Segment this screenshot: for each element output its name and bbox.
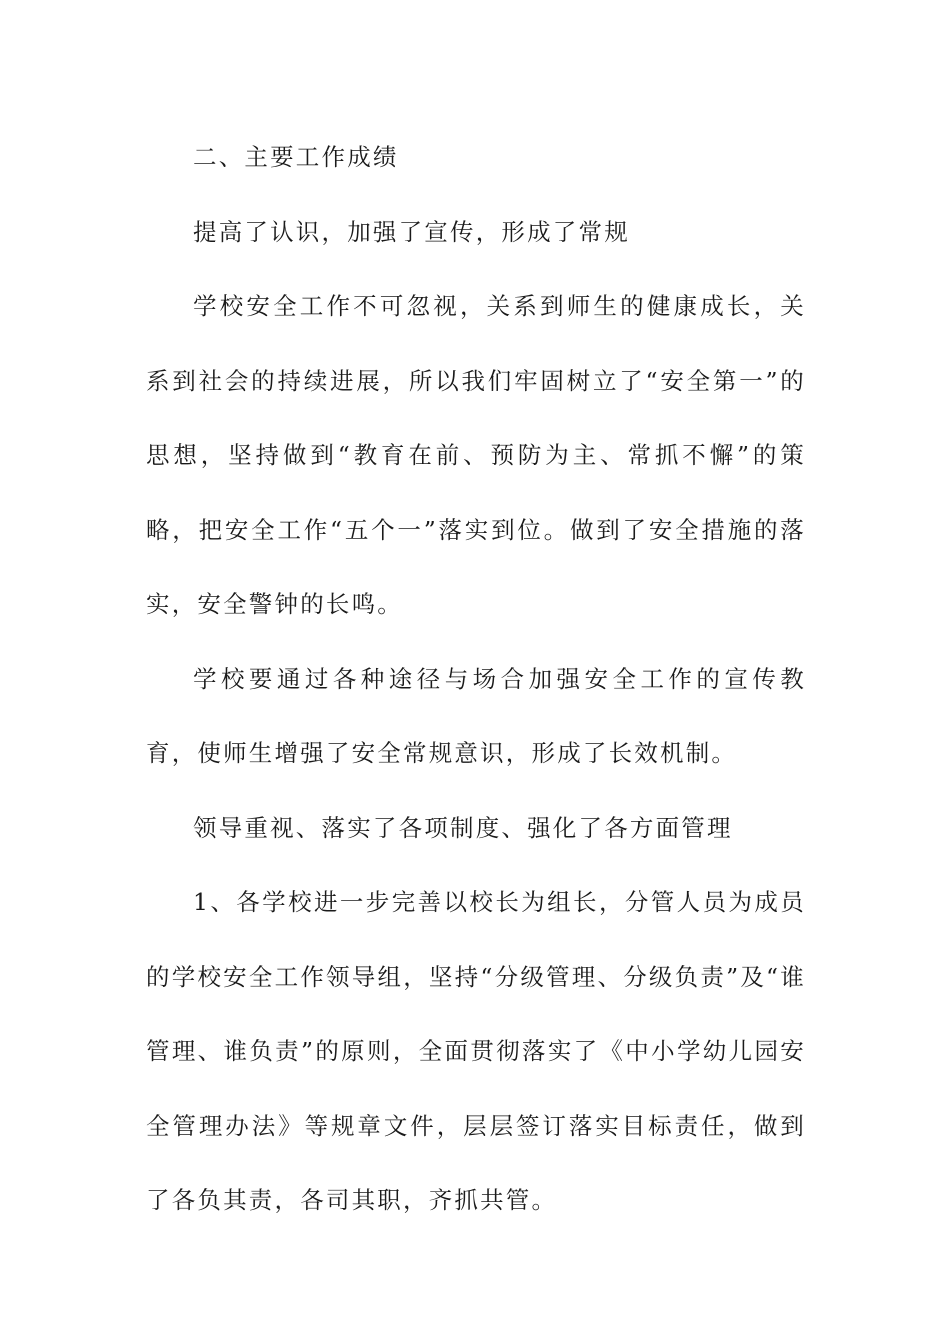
section-heading: 二、主要工作成绩 (193, 143, 399, 171)
paragraph-leadership-group: 1、各学校进一步完善以校长为组长，分管人员为成员的学校安全工作领导组，坚持“分级管理、分级负责”及“谁管理、谁负责”的原则，全面贯彻落实了《中小学幼儿园安全管理办法》等规章文件，层层签订落实目标责任，做到了各负其责，各司其职，齐抓共管。 (146, 888, 806, 1214)
paragraph-safety-importance: 学校安全工作不可忽视，关系到师生的健康成长，关系到社会的持续进展，所以我们牢固树立了“安全第一”的思想，坚持做到“教育在前、预防为主、常抓不懈”的策略，把安全工作“五个一”落实到位。做到了安全措施的落实，安全警钟的长鸣。 (146, 292, 806, 618)
document-body (146, 120, 806, 1238)
subsection-heading-leadership: 领导重视、落实了各项制度、强化了各方面管理 (193, 813, 733, 842)
subsection-heading-awareness: 提高了认识，加强了宣传，形成了常规 (193, 217, 630, 246)
paragraph-safety-education: 学校要通过各种途径与场合加强安全工作的宣传教育，使师生增强了安全常规意识，形成了长效机制。 (146, 664, 806, 767)
